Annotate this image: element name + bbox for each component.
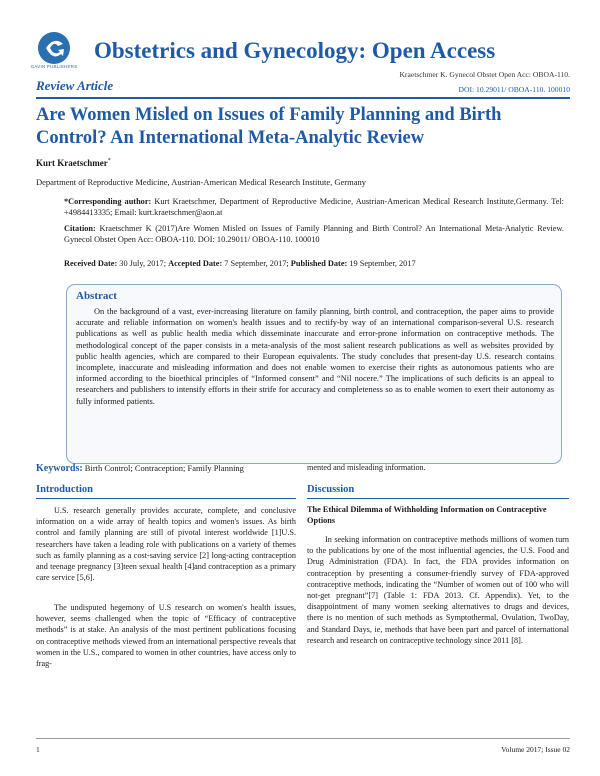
author-mark: *	[107, 158, 111, 164]
publisher-logo-icon	[36, 30, 72, 66]
keywords	[36, 463, 244, 474]
author-name	[36, 158, 111, 168]
paper-title: Are Women Misled on Issues of Family Planning and Birth Control? An International Meta-Analytic Review	[36, 105, 502, 148]
corresponding-text: Kurt Kraetschmer, Department of Reproductive Medicine, Austrian-American Medical Research Institute,Germany. Tel: +4984413335; Email: kurt.kraetschmer@aon.at	[64, 197, 564, 217]
page-number: 1	[36, 745, 40, 754]
citation-text: Kraetschmer K (2017)Are Women Misled on Issues of Family Planning and Birth Control? An International Meta-Analytic Review. Gynecol Obstet Open Acc: OBOA-110. DOI: 10.29011/ OBOA-110. 100010	[64, 224, 564, 244]
citation-label: Citation:	[64, 224, 96, 233]
author-name-text: Kurt Kraetschmer	[36, 158, 108, 168]
corresponding-label: *Corresponding author:	[64, 197, 152, 206]
publisher-logo-text: GAVIN PUBLISHERS	[30, 64, 78, 69]
introduction-paragraph-2: The undisputed hegemony of U.S research on women's health issues, however, seems challenged when the topic of “Efficacy of contraceptive methods” is at stake. An analysis of the most pertinent publications focusing on contraceptive methods viewed from an international perspective reveals that women in the U.S., compared to women in other countries, have access only to frag-	[36, 603, 296, 669]
citation-block	[64, 223, 564, 245]
article-type: Review Article	[36, 78, 114, 93]
volume-issue: Volume 2017; Issue 02	[501, 745, 570, 754]
discussion-divider	[307, 498, 569, 499]
discussion-paragraph-1: In seeking information on contraceptive methods millions of women turn to the publications by one of the most influential agencies, the U.S. Food and Drug Administration (FDA). In fact, the FDA provides information on contraception by presenting a consumer-friendly survey of FDA-approved contraceptive methods, indicating the “Number of women out of 100 who will not-get pregnant”[7] (Table 1: FDA 2013. Cf. Appendix). Yet, to the disappointment of many women seeking alternatives to drugs and devices, there is no mention of such methods as Symptothermal, Ovulation, TwoDay, and Standard Days, ie, methods that have been part and parcel of international research and research on contraceptive technology since 2011 [8].	[307, 535, 569, 645]
article-dates	[64, 258, 564, 269]
continued-text: mented and misleading information.	[307, 463, 426, 472]
received-label: Received Date:	[64, 259, 118, 268]
keywords-label: Keywords:	[36, 463, 83, 474]
introduction-paragraph-1: U.S. research generally provides accurate, complete, and conclusive information on a wide array of health topics and women's issues. As birth control and family planning are still of pivotal interest worldwide [1]U.S. researchers have taken a leading role with publications on a variety of themes such as family planning as a cost-saving service [2] long-acting contraception and teenage pregnancy [3]teen sexual health [4]and contraception as a primary care service [5,6].	[36, 506, 296, 583]
header-divider	[36, 97, 570, 99]
keywords-text: Birth Control; Contraception; Family Planning	[82, 463, 244, 473]
corresponding-author	[64, 196, 564, 218]
abstract-body: On the background of a vast, ever-increasing literature on family planning, birth control, and contraception, the paper aims to provide accurate and reliable information on women's health issues and to rectify-by way of an international comparison-several U.S. research publications as well as public health media which disseminate inaccurate and error-prone information on contraceptive methods. The methodological concept of the paper consists in a meta-analysis of the most salient research publications as well as websites provided by public health agencies, which are compared to their European equivalents. The study concludes that present-day U.S. research contains incomplete, inaccurate and misleading information and does not enable women to exercise their rights as autonomous patients who are informed according to the bioethical principles of “Informed consent” and “Nil nocere.” The implications of such deficits is an appeal to researchers and publishers to intensify efforts in their strife for accuracy and completeness so as to enable women to exert their autonomy as fully informed patients.	[76, 307, 554, 406]
received-value: 30 July, 2017;	[117, 259, 169, 268]
published-value: 19 September, 2017	[347, 259, 416, 268]
published-label: Published Date:	[290, 259, 348, 268]
running-citation: Kraetschmer K. Gynecol Obstet Open Acc: OBOA-110.	[399, 70, 570, 79]
author-affiliation: Department of Reproductive Medicine, Austrian-American Medical Research Institute, Germany	[36, 177, 366, 187]
journal-title: Obstetrics and Gynecology: Open Access	[94, 38, 496, 63]
introduction-divider	[36, 498, 296, 499]
accepted-label: Accepted Date:	[168, 259, 223, 268]
footer-divider	[36, 738, 570, 739]
abstract-heading: Abstract	[76, 290, 117, 302]
introduction-heading: Introduction	[36, 484, 93, 495]
discussion-subheading: The Ethical Dilemma of Withholding Information on Contraceptive Options	[307, 505, 547, 525]
discussion-heading: Discussion	[307, 484, 355, 495]
accepted-value: 7 September, 2017;	[222, 259, 291, 268]
doi-link[interactable]: DOI: 10.29011/ OBOA-110. 100010	[458, 85, 570, 94]
